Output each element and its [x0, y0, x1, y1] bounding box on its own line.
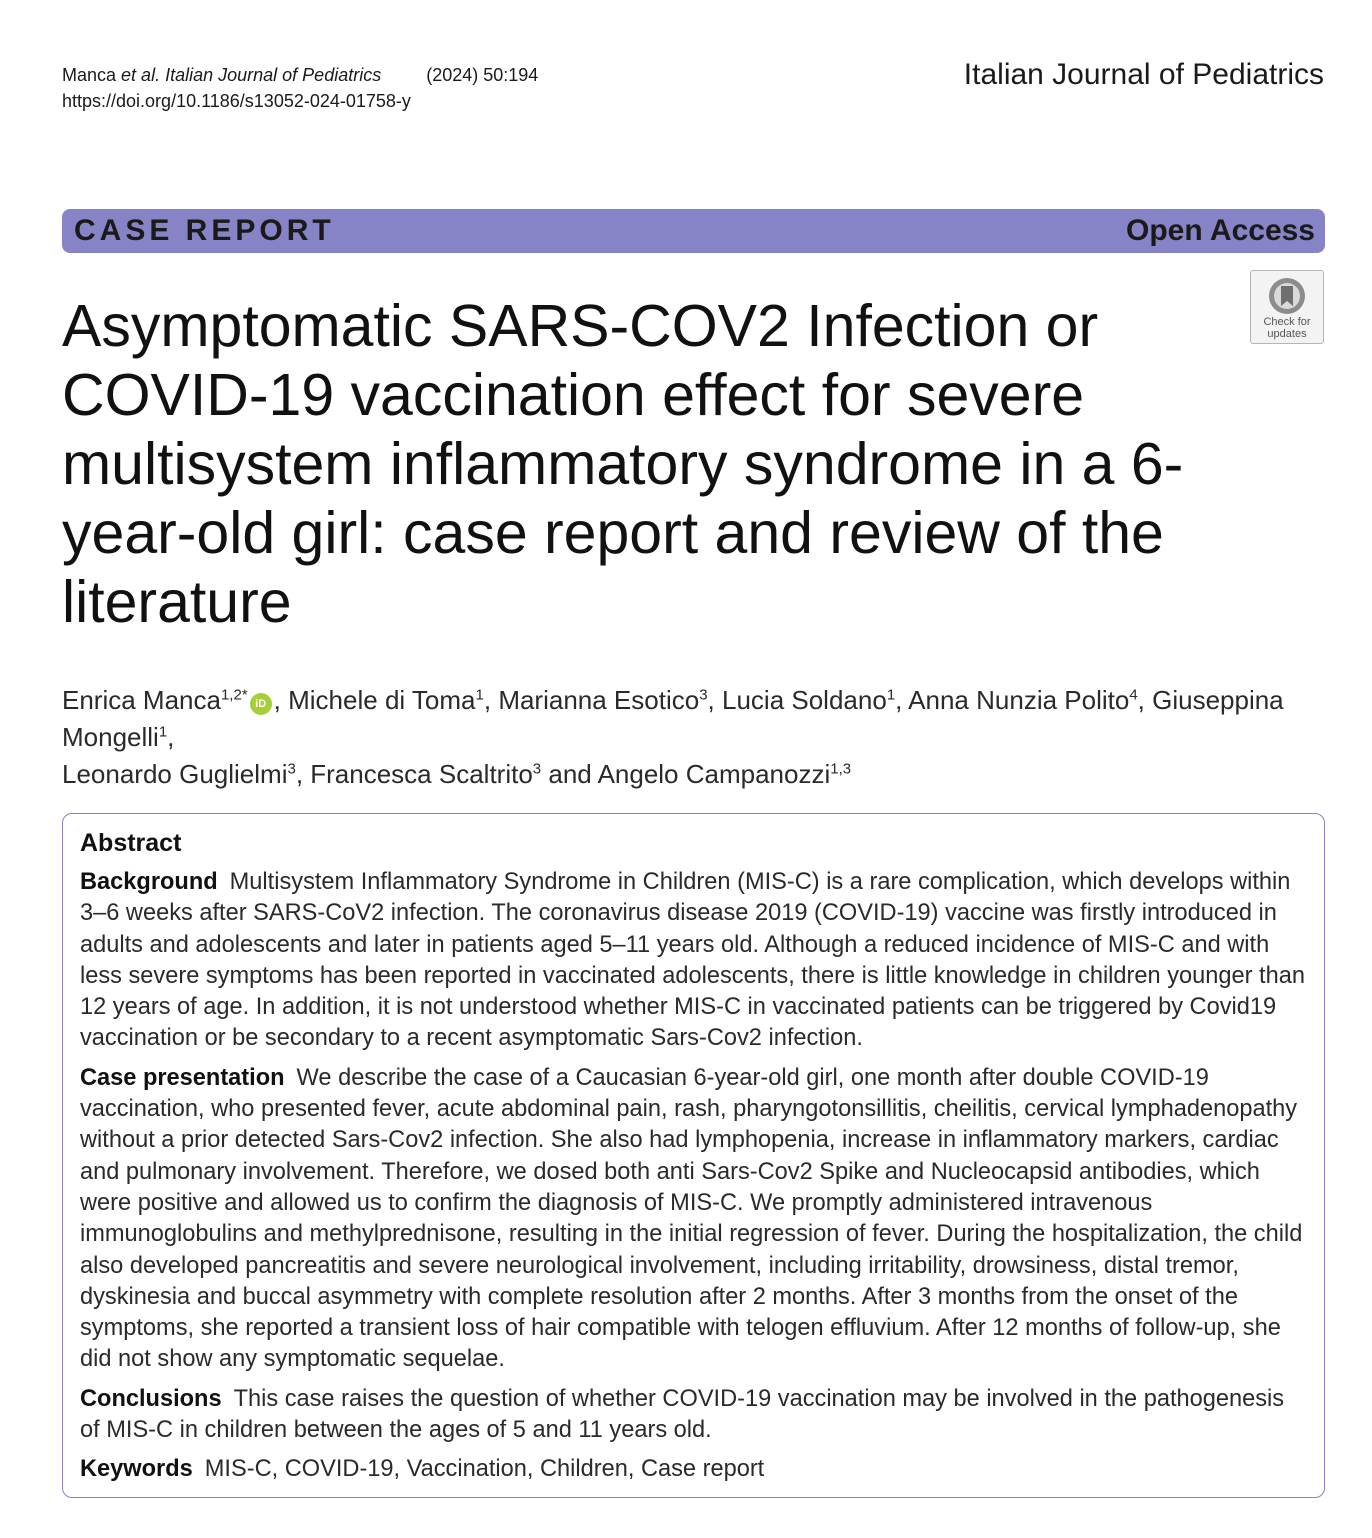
conclusions-text: This case raises the question of whether COVID-19 vaccination may be involved in the pathogenesis of MIS-C in children between the ages of 5 and 11 years old. [80, 1385, 1285, 1444]
orcid-icon[interactable]: iD [250, 693, 272, 715]
abstract-background [80, 867, 1308, 1055]
citation-header [62, 62, 538, 114]
citation-journal: Italian Journal of Pediatrics [165, 65, 382, 85]
citation-year-volume: (2024) 50:194 [426, 65, 539, 85]
author-name[interactable]: Francesca Scaltrito [310, 759, 533, 789]
abstract-keywords [80, 1454, 1308, 1485]
author-list: Enrica Manca$^{1,2*}$iD , Michele di Toma$^1$, Marianna Esotico$^3$, Lucia Soldano$^1$, Anna Nunzia Polito$^4$, Giuseppina Mongelli$^1$, Leonardo Guglielmi$^3$, Francesca Scaltrito$^3$ and Angelo Campanozzi$^{1,3}$ [62, 685, 1284, 789]
abstract-box [62, 813, 1325, 1498]
journal-name: Italian Journal of Pediatrics [963, 58, 1324, 91]
author-name[interactable]: Enrica Manca [62, 685, 221, 715]
citation-etal: et al. [121, 65, 161, 85]
author-name[interactable]: Anna Nunzia Polito [908, 685, 1130, 715]
author-name[interactable]: Michele di Toma [288, 685, 476, 715]
citation-author: Manca [62, 65, 117, 85]
keywords-label: Keywords [80, 1456, 193, 1483]
background-text: Multisystem Inflammatory Syndrome in Children (MIS-C) is a rare complication, which develops within 3–6 weeks after SARS-CoV2 infection. The coronavirus disease 2019 (COVID-19) vaccine was firstly introduced in adults and adolescents and later in patients aged 5–11 years old. Although a reduced incidence of MIS-C and with less severe symptoms has been reported in vaccinated adolescents, there is little knowledge in children younger than 12 years of age. In addition, it is not understood whether MIS-C in vaccinated patients can be triggered by Covid19 vaccination or be secondary to a recent asymptomatic Sars-Cov2 infection. [80, 869, 1305, 1052]
article-title: Asymptomatic SARS-COV2 Infection or COVID-19 vaccination effect for severe multisystem inflammatory syndrome in a 6-year-old girl: case report and review of the literature [62, 293, 1184, 635]
article-type-banner [62, 209, 1325, 253]
check-updates-line2: updates [1267, 328, 1307, 340]
author-affiliation: 1,3 [830, 760, 852, 778]
background-label: Background [80, 869, 218, 895]
author-affiliation: 3 [532, 760, 542, 778]
author-name[interactable]: Giuseppina Mongelli [62, 685, 1284, 752]
article-type-label: CASE REPORT [74, 214, 335, 247]
author-affiliation: 1 [886, 686, 896, 704]
author-affiliation: 1,2* [220, 686, 248, 704]
author-affiliation: 4 [1129, 686, 1138, 704]
author-affiliation: 1 [158, 723, 168, 741]
conclusions-label: Conclusions [80, 1385, 222, 1412]
author-conjunction: and [548, 759, 592, 789]
open-access-label: Open Access [1126, 214, 1315, 247]
author-name[interactable]: Angelo Campanozzi [597, 759, 831, 789]
abstract-heading: Abstract [80, 829, 182, 857]
case-presentation-text: We describe the case of a Caucasian 6-year-old girl, one month after double COVID-19 vaccination, who presented fever, acute abdominal pain, rash, pharyngotonsillitis, cheilitis, cervical lymphadenopathy without a prior detected Sars-Cov2 infection. She also had lymphopenia, increase in inflammatory markers, cardiac and pulmonary involvement. Therefore, we dosed both anti Sars-Cov2 Spike and Nucleocapsid antibodies, which were positive and allowed us to confirm the diagnosis of MIS-C. We promptly administered intravenous immunoglobulins and methylprednisone, resulting in the initial regression of fever. During the hospitalization, the child also developed pancreatitis and severe neurological involvement, including irritability, drowsiness, distal tremor, dyskinesia and buccal asymmetry with complete resolution after 2 months. After 3 months from the onset of the symptoms, she reported a transient loss of hair compatible with telogen effluvium. After 12 months of follow-up, she did not show any symptomatic sequelae. [80, 1064, 1303, 1373]
check-updates-line1: Check for [1263, 316, 1311, 328]
author-name[interactable]: Marianna Esotico [498, 685, 700, 715]
abstract-conclusions [80, 1384, 1308, 1447]
author-name[interactable]: Leonardo Guglielmi [62, 759, 288, 789]
bookmark-icon [1267, 276, 1307, 316]
author-affiliation: 3 [699, 686, 708, 704]
check-for-updates-button[interactable] [1250, 270, 1324, 344]
abstract-case-presentation [80, 1063, 1308, 1376]
author-affiliation: 1 [475, 686, 484, 704]
keywords-text: MIS-C, COVID-19, Vaccination, Children, Case report [204, 1456, 765, 1483]
author-name[interactable]: Lucia Soldano [722, 685, 887, 715]
author-affiliation: 3 [287, 760, 296, 778]
case-presentation-label: Case presentation [80, 1064, 285, 1091]
doi-link[interactable]: https://doi.org/10.1186/s13052-024-01758-y [62, 91, 411, 111]
